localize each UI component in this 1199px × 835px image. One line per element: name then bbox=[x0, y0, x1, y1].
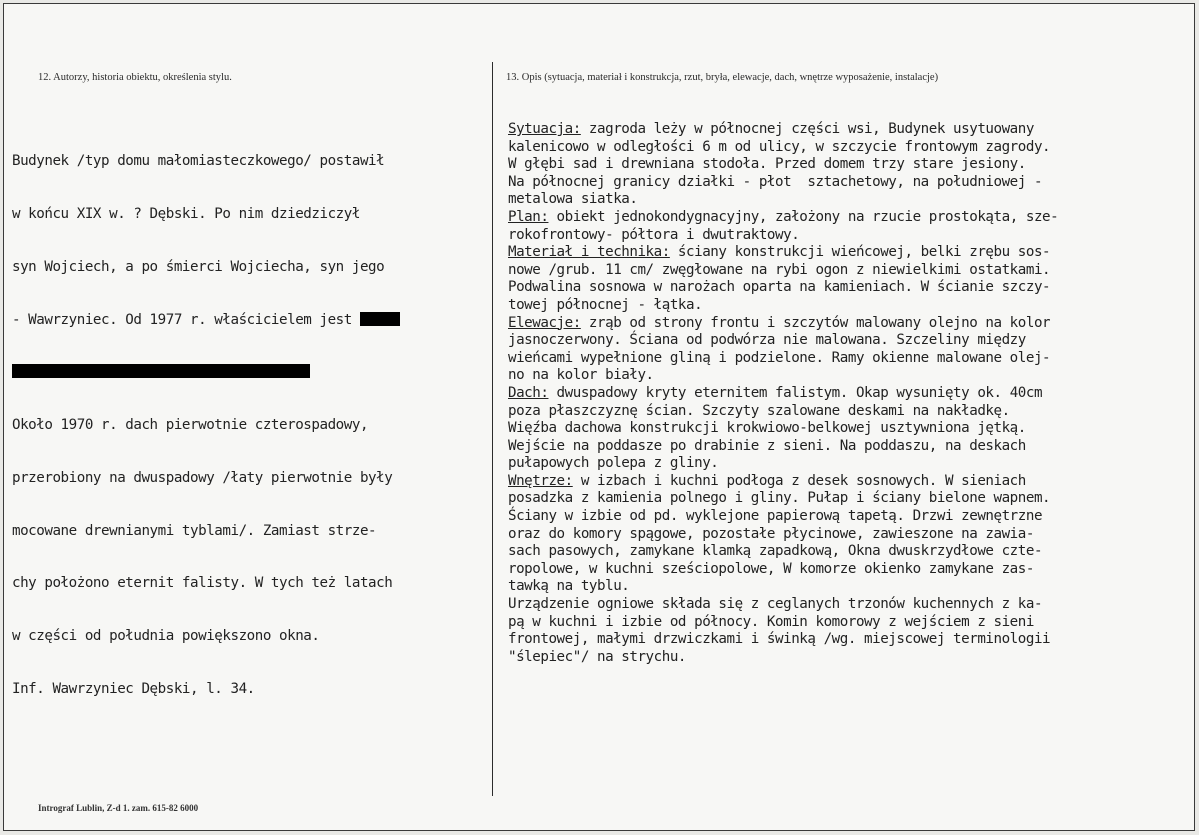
description-line-text: obiekt jednokondygnacyjny, założony na rzucie prostokąta, sze- bbox=[548, 208, 1059, 225]
section-12-header: 12. Autorzy, historia obiektu, określenia stylu. bbox=[38, 72, 232, 83]
redaction-bar bbox=[12, 364, 310, 378]
description-line bbox=[508, 244, 1058, 262]
redaction-bar bbox=[360, 312, 400, 326]
description-line-text: wieńcami wypełnione gliną i podzielone. Ramy okienne malowane olej- bbox=[508, 349, 1051, 366]
description-line bbox=[508, 139, 1058, 157]
history-line: przerobiony na dwuspadowy /łaty pierwotnie były bbox=[12, 469, 393, 486]
description-line bbox=[508, 209, 1058, 227]
description-text bbox=[508, 121, 1058, 666]
description-line-text: Więźba dachowa konstrukcji krokwiowo-belkowej usztywniona jętką. bbox=[508, 420, 1026, 437]
description-line bbox=[508, 543, 1058, 561]
description-line-text: pułapowych polepa z gliny. bbox=[508, 455, 719, 472]
history-line: w końcu XIX w. ? Dębski. Po nim dziedziczył bbox=[12, 205, 360, 222]
description-line-text: poza płaszczyznę ścian. Szczyty szalowane deskami na nakładkę. bbox=[508, 402, 1010, 419]
description-line bbox=[508, 350, 1058, 368]
description-line-text: ściany konstrukcji wieńcowej, belki zrębu sos- bbox=[669, 244, 1051, 261]
column-divider bbox=[492, 62, 493, 796]
description-line-text: Ściany w izbie od pd. wyklejone papierową tapetą. Drzwi zewnętrzne bbox=[508, 508, 1043, 525]
description-line-text: zrąb od strony frontu i szczytów malowany olejno na kolor bbox=[580, 314, 1051, 331]
description-line-text: zagroda leży w północnej części wsi, Budynek usytuowany bbox=[580, 121, 1034, 137]
description-line bbox=[508, 420, 1058, 438]
description-line bbox=[508, 508, 1058, 526]
description-line bbox=[508, 367, 1058, 385]
section-label: Elewacje: bbox=[508, 314, 581, 331]
description-line bbox=[508, 156, 1058, 174]
section-label: Sytuacja: bbox=[508, 121, 581, 137]
description-line-text: rokofrontowy- półtora i dwutraktowy. bbox=[508, 226, 800, 243]
description-line-text: nowe /grub. 11 cm/ zwęgłowane na rybi ogon z niewielkimi ostatkami. bbox=[508, 261, 1051, 278]
description-line-text: metalowa siatka. bbox=[508, 191, 638, 208]
history-line: mocowane drewnianymi tyblami/. Zamiast strze- bbox=[12, 522, 377, 539]
description-line bbox=[508, 315, 1058, 333]
history-line bbox=[12, 312, 400, 330]
description-line-text: Na północnej granicy działki - płot sztachetowy, na południowej - bbox=[508, 173, 1043, 190]
description-line-text: Urządzenie ogniowe składa się z ceglanych trzonów kuchennych z ka- bbox=[508, 596, 1043, 613]
description-line-text: jasnoczerwony. Ściana od podwórza nie malowana. Szczeliny między bbox=[508, 332, 1026, 349]
history-text bbox=[12, 118, 400, 734]
description-line-text: no na kolor biały. bbox=[508, 367, 654, 384]
description-line bbox=[508, 631, 1058, 649]
description-line-text: kalenicowo w odległości 6 m od ulicy, w szczycie frontowym zagrody. bbox=[508, 138, 1051, 155]
description-line-text: w izbach i kuchni podłoga z desek sosnowych. W sieniach bbox=[572, 472, 1026, 489]
history-line bbox=[12, 364, 400, 382]
description-line-text: towej północnej - łątka. bbox=[508, 296, 703, 313]
history-line-text: - Wawrzyniec. Od 1977 r. właścicielem jest bbox=[12, 311, 352, 328]
description-line bbox=[508, 578, 1058, 596]
section-13-header: 13. Opis (sytuacja, materiał i konstrukcja, rzut, bryła, elewacje, dach, wnętrze wyposażenie, instalacje) bbox=[506, 72, 939, 83]
description-line bbox=[508, 279, 1058, 297]
description-line bbox=[508, 561, 1058, 579]
history-line: syn Wojciech, a po śmierci Wojciecha, syn jego bbox=[12, 258, 385, 275]
record-card bbox=[3, 3, 1195, 831]
section-label: Dach: bbox=[508, 384, 549, 401]
history-line: Budynek /typ domu małomiasteczkowego/ postawił bbox=[12, 153, 385, 170]
description-line bbox=[508, 649, 1058, 667]
description-line bbox=[508, 297, 1058, 315]
description-line-text: dwuspadowy kryty eternitem falistym. Okap wysunięty ok. 40cm bbox=[548, 384, 1043, 401]
description-line bbox=[508, 614, 1058, 632]
history-line: Około 1970 r. dach pierwotnie czterospadowy, bbox=[12, 417, 369, 434]
description-line-text: Podwalina sosnowa w narożach oparta na kamieniach. W ścianie szczy- bbox=[508, 279, 1051, 296]
description-line-text: W głębi sad i drewniana stodoła. Przed domem trzy stare jesiony. bbox=[508, 156, 1026, 173]
description-line-text: sach pasowych, zamykane klamką zapadkową, Okna dwuskrzydłowe czte- bbox=[508, 543, 1043, 560]
description-line bbox=[508, 174, 1058, 192]
description-line-text: "ślepiec"/ na strychu. bbox=[508, 648, 687, 665]
description-line bbox=[508, 191, 1058, 209]
description-line bbox=[508, 121, 1058, 139]
history-line: Inf. Wawrzyniec Dębski, l. 34. bbox=[12, 681, 255, 697]
description-line bbox=[508, 438, 1058, 456]
description-line-text: posadzka z kamienia polnego i gliny. Pułap i ściany bielone wapnem. bbox=[508, 490, 1051, 507]
description-line-text: tawką na tyblu. bbox=[508, 578, 630, 595]
section-label: Plan: bbox=[508, 208, 549, 225]
description-line bbox=[508, 332, 1058, 350]
description-line bbox=[508, 455, 1058, 473]
description-line bbox=[508, 490, 1058, 508]
description-line-text: ropolowe, w kuchni sześciopolowe, W komorze okienko zamykane zas- bbox=[508, 560, 1034, 577]
description-line bbox=[508, 596, 1058, 614]
history-line: chy położono eternit falisty. W tych też latach bbox=[12, 575, 393, 592]
description-line-text: Wejście na poddasze po drabinie z sieni. Na poddaszu, na deskach bbox=[508, 437, 1026, 454]
description-line bbox=[508, 385, 1058, 403]
description-line-text: oraz do komory spągowe, pozostałe płycinowe, zawieszone na zawia- bbox=[508, 525, 1034, 542]
description-line bbox=[508, 403, 1058, 421]
printer-imprint: Intrograf Lublin, Z-d 1. zam. 615-82 6000 bbox=[38, 803, 199, 813]
description-line bbox=[508, 526, 1058, 544]
history-line: w części od południa powiększono okna. bbox=[12, 628, 320, 645]
description-line-text: frontowej, małymi drzwiczkami i świnką /wg. miejscowej terminologii bbox=[508, 631, 1051, 648]
description-line bbox=[508, 227, 1058, 245]
description-line-text: pą w kuchni i izbie od północy. Komin komorowy z wejściem z sieni bbox=[508, 613, 1034, 630]
section-label: Wnętrze: bbox=[508, 472, 573, 489]
description-line bbox=[508, 262, 1058, 280]
section-label: Materiał i technika: bbox=[508, 244, 670, 261]
description-line bbox=[508, 473, 1058, 491]
